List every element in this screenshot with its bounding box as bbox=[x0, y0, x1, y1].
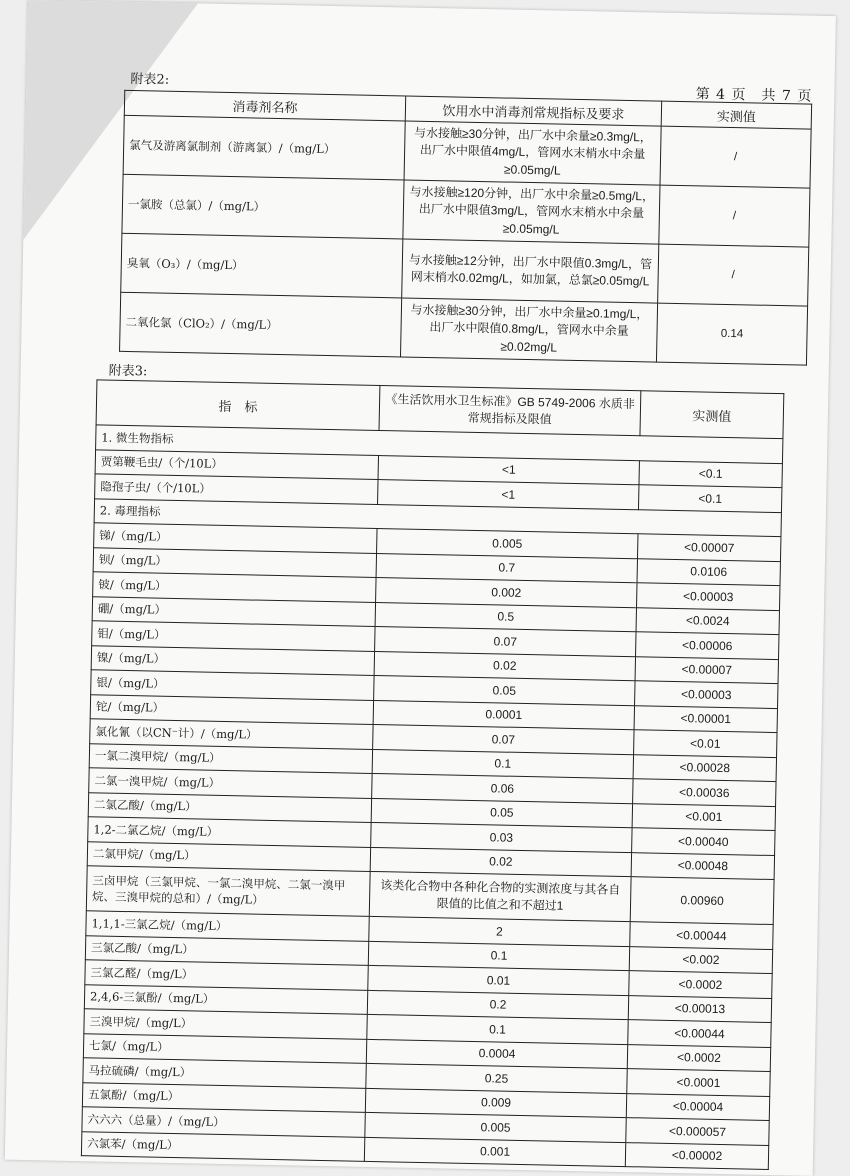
annex3-rows bbox=[81, 425, 783, 1170]
indicator-name: 六六六（总量）/（mg/L） bbox=[82, 1107, 365, 1137]
indicator-measured: <0.00007 bbox=[637, 534, 780, 561]
annex2-header-measured: 实测值 bbox=[661, 101, 811, 129]
indicator-name: 1,1,1-三氯乙烷/（mg/L） bbox=[86, 911, 369, 941]
report-page bbox=[5, 0, 836, 1176]
indicator-name: 铊/（mg/L） bbox=[90, 694, 373, 724]
indicator-measured: <0.0002 bbox=[627, 1044, 770, 1071]
indicator-limit: 0.02 bbox=[370, 847, 631, 877]
annex2-label: 附表2: bbox=[130, 71, 170, 88]
indicator-limit: 0.05 bbox=[371, 798, 632, 828]
indicator-name: 铍/（mg/L） bbox=[93, 572, 376, 602]
indicator-name: 五氯酚/（mg/L） bbox=[82, 1082, 365, 1112]
indicator-limit: 0.0004 bbox=[366, 1039, 627, 1069]
indicator-limit: 该类化合物中各种化合物的实测浓度与其各自限值的比值之和不超过1 bbox=[369, 871, 631, 921]
page-number: 第 4 页 共 7 页 bbox=[695, 86, 813, 105]
annex3-header-limit: 《生活饮用水卫生标准》GB 5749-2006 水质非常规指标及限值 bbox=[379, 386, 641, 436]
indicator-limit: 0.07 bbox=[375, 626, 636, 656]
indicator-measured: <0.00036 bbox=[633, 779, 776, 806]
indicator-name: 贾第鞭毛虫/（个/10L） bbox=[95, 449, 378, 479]
indicator-limit: 0.07 bbox=[373, 724, 634, 754]
indicator-limit: 0.001 bbox=[364, 1137, 625, 1167]
indicator-name: 氯化氰（以CN⁻计）/（mg/L） bbox=[90, 719, 373, 749]
indicator-limit: 0.005 bbox=[365, 1112, 626, 1142]
indicator-measured: <0.00003 bbox=[637, 583, 780, 610]
indicator-name: 隐孢子虫/（个/10L） bbox=[95, 474, 378, 504]
indicator-name: 三溴甲烷/（mg/L） bbox=[84, 1009, 367, 1039]
annex2-header-name: 消毒剂名称 bbox=[124, 90, 405, 121]
indicator-measured: <0.0001 bbox=[627, 1069, 770, 1096]
indicator-measured: 0.0106 bbox=[637, 558, 780, 585]
indicator-name: 镍/（mg/L） bbox=[91, 645, 374, 675]
indicator-name: 一氯二溴甲烷/（mg/L） bbox=[89, 743, 372, 773]
indicator-name: 钼/（mg/L） bbox=[92, 621, 375, 651]
indicator-name: 七氯/（mg/L） bbox=[83, 1033, 366, 1063]
indicator-measured: <0.00044 bbox=[630, 922, 773, 949]
disinfectant-measured: / bbox=[658, 244, 809, 306]
indicator-measured: <0.00003 bbox=[635, 681, 778, 708]
indicator-limit: 0.06 bbox=[372, 773, 633, 803]
indicator-name: 1,2-二氯乙烷/（mg/L） bbox=[88, 817, 371, 847]
indicator-limit: <1 bbox=[378, 480, 639, 510]
indicator-name: 锑/（mg/L） bbox=[94, 523, 377, 553]
disinfectant-name: 氯气及游离氯制剂（游离氯）/（mg/L） bbox=[123, 115, 405, 180]
section-microbial: 1. 微生物指标 bbox=[96, 425, 783, 463]
indicator-name: 二氯一溴甲烷/（mg/L） bbox=[89, 768, 372, 798]
annex2-table bbox=[119, 90, 812, 366]
indicator-limit: 0.05 bbox=[374, 675, 635, 705]
indicator-measured: <0.00007 bbox=[635, 656, 778, 683]
indicator-limit: 0.1 bbox=[372, 749, 633, 779]
section-toxicological: 2. 毒理指标 bbox=[94, 498, 781, 536]
indicator-name: 三卤甲烷（三氯甲烷、一氯二溴甲烷、二氯一溴甲烷、三溴甲烷的总和）/（mg/L） bbox=[86, 866, 370, 917]
indicator-measured: <0.00006 bbox=[636, 632, 779, 659]
indicator-limit: 0.009 bbox=[365, 1088, 626, 1118]
annex3-header-indicator: 指 标 bbox=[96, 380, 380, 431]
annex2-header-requirement: 饮用水中消毒剂常规指标及要求 bbox=[405, 96, 661, 126]
indicator-measured: <0.00001 bbox=[634, 705, 777, 732]
indicator-name: 二氯甲烷/（mg/L） bbox=[87, 841, 370, 871]
indicator-measured: <0.01 bbox=[634, 730, 777, 757]
indicator-measured: <0.00004 bbox=[626, 1093, 769, 1120]
indicator-measured: <0.1 bbox=[638, 485, 781, 512]
indicator-name: 马拉硫磷/（mg/L） bbox=[83, 1058, 366, 1088]
annex3-label: 附表3: bbox=[108, 363, 148, 380]
indicator-name: 三氯乙醛/（mg/L） bbox=[85, 960, 368, 990]
indicator-limit: 0.2 bbox=[367, 990, 628, 1020]
indicator-measured: <0.001 bbox=[632, 803, 775, 830]
indicator-measured: <0.1 bbox=[639, 460, 782, 487]
indicator-measured: <0.00002 bbox=[625, 1142, 768, 1169]
disinfectant-measured: 0.14 bbox=[656, 303, 807, 365]
disinfectant-requirement: 与水接触≥120分钟，出厂水中余量≥0.5mg/L，出厂水中限值3mg/L，管网水末梢水中余量≥0.05mg/L bbox=[403, 180, 660, 244]
indicator-measured: <0.00040 bbox=[632, 828, 775, 855]
indicator-measured: <0.0024 bbox=[636, 607, 779, 634]
indicator-limit: 0.005 bbox=[377, 529, 638, 559]
indicator-limit: 0.1 bbox=[367, 1014, 628, 1044]
indicator-measured: <0.00013 bbox=[628, 995, 771, 1022]
indicator-measured: <0.002 bbox=[629, 946, 772, 973]
indicator-name: 钡/（mg/L） bbox=[93, 547, 376, 577]
indicator-measured: <0.0002 bbox=[629, 971, 772, 998]
disinfectant-requirement: 与水接触≥30分钟，出厂水中余量≥0.3mg/L，出厂水中限值4mg/L，管网水末梢水中余量≥0.05mg/L bbox=[404, 121, 661, 185]
indicator-name: 银/（mg/L） bbox=[91, 670, 374, 700]
indicator-limit: 0.002 bbox=[376, 577, 637, 607]
indicator-limit: 0.0001 bbox=[373, 700, 634, 730]
indicator-limit: 0.25 bbox=[366, 1063, 627, 1093]
table-row bbox=[120, 292, 808, 365]
annex3-table bbox=[81, 379, 784, 1170]
disinfectant-name: 臭氧（O₃）/（mg/L） bbox=[121, 233, 403, 298]
indicator-limit: 0.5 bbox=[375, 602, 636, 632]
indicator-limit: 0.01 bbox=[368, 965, 629, 995]
indicator-measured: 0.00960 bbox=[630, 877, 774, 925]
indicator-name: 2,4,6-三氯酚/（mg/L） bbox=[84, 984, 367, 1014]
disinfectant-requirement: 与水接触≥30分钟，出厂水中余量≥0.1mg/L，出厂水中限值0.8mg/L，管网水中余量≥0.02mg/L bbox=[400, 298, 657, 362]
indicator-name: 六氯苯/（mg/L） bbox=[81, 1131, 364, 1161]
indicator-limit: 0.7 bbox=[376, 553, 637, 583]
indicator-name: 二氯乙酸/（mg/L） bbox=[88, 792, 371, 822]
disinfectant-name: 二氧化氯（ClO₂）/（mg/L） bbox=[120, 292, 402, 357]
indicator-limit: <1 bbox=[378, 455, 639, 485]
disinfectant-name: 一氯胺（总氯）/（mg/L） bbox=[122, 174, 404, 239]
annex3-header-measured: 实测值 bbox=[640, 391, 784, 439]
annex2-rows bbox=[120, 115, 812, 365]
indicator-name: 三氯乙酸/（mg/L） bbox=[85, 935, 368, 965]
indicator-limit: 0.02 bbox=[374, 651, 635, 681]
indicator-measured: <0.00048 bbox=[631, 852, 774, 879]
indicator-measured: <0.00044 bbox=[628, 1020, 771, 1047]
indicator-limit: 0.03 bbox=[371, 822, 632, 852]
disinfectant-measured: / bbox=[659, 185, 810, 247]
disinfectant-measured: / bbox=[660, 126, 811, 188]
indicator-name: 硼/（mg/L） bbox=[92, 596, 375, 626]
indicator-measured: <0.000057 bbox=[626, 1118, 769, 1145]
indicator-measured: <0.00028 bbox=[633, 754, 776, 781]
disinfectant-requirement: 与水接触≥12分钟，出厂水中限值0.3mg/L，管网末梢水0.02mg/L，如加氯，总氯≥0.05mg/L bbox=[402, 239, 659, 303]
indicator-limit: 0.1 bbox=[368, 941, 629, 971]
indicator-limit: 2 bbox=[369, 916, 630, 946]
